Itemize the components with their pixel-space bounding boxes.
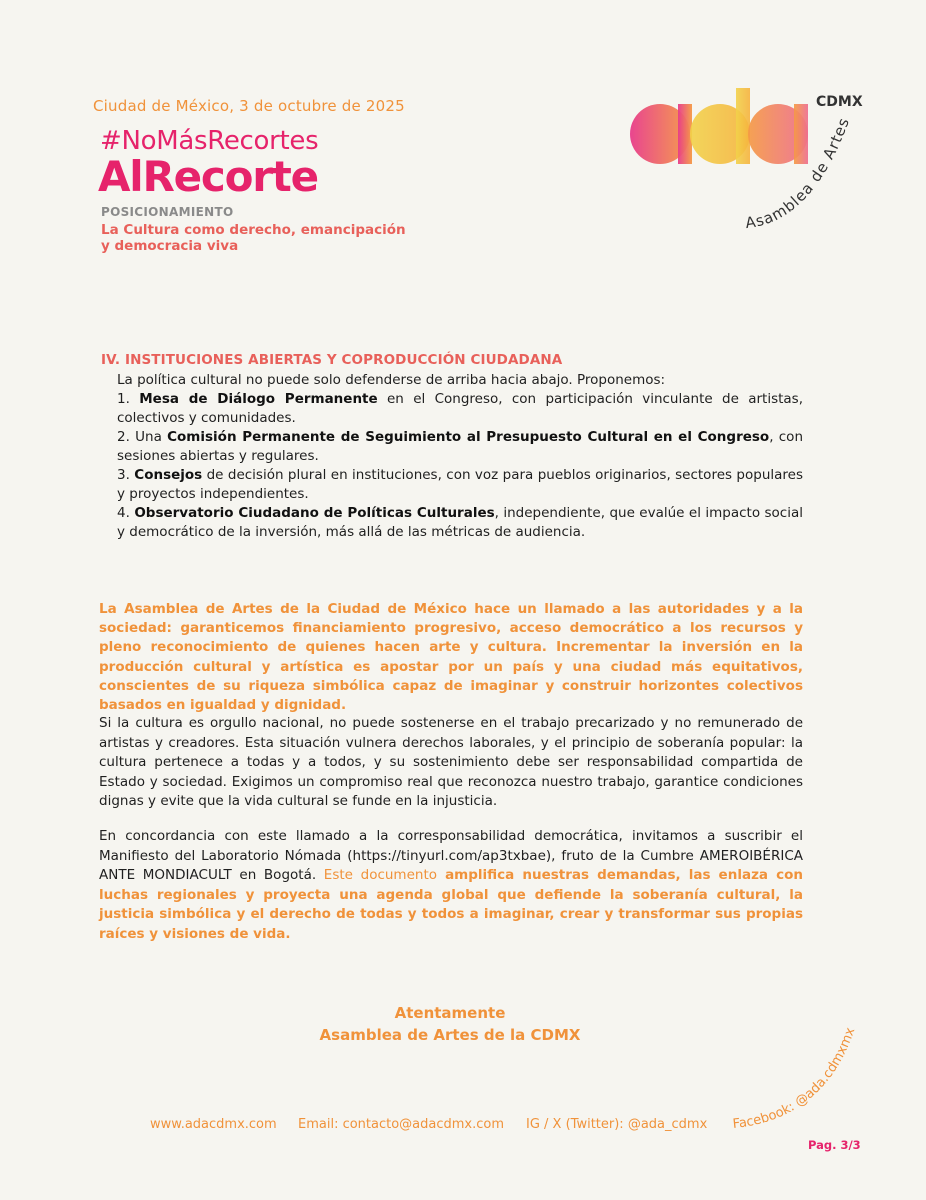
subtitle-line1: La Cultura como derecho, emancipación [101,222,406,238]
body-paragraph-2 [99,827,803,944]
document-subtitle [101,222,411,254]
ada-logo [628,88,868,248]
footer-email-link[interactable]: Email: contacto@adacdmx.com [298,1117,505,1132]
document-type: POSICIONAMIENTO [101,205,234,219]
callout-paragraph: La Asamblea de Artes de la Ciudad de México hace un llamado a las autoridades y a la sociedad: garanticemos financiamiento progresivo, acceso democrático a los recursos y pleno reconocimiento de quienes hacen arte y cultura. Incrementar la inversión en la producción cultural y artística es apostar por un país y una ciudad más equitativos, conscientes de su riqueza simbólica capaz de imaginar y construir horizontes colectivos basados en igualdad y dignidad. [99,601,803,714]
closing-signature [250,1002,650,1046]
footer-facebook-textpath[interactable]: Facebook: @ada.cdmxmx [731,1025,859,1132]
body-paragraph-1: Si la cultura es orgullo nacional, no puede sostenerse en el trabajo precarizado y no remunerado de artistas y creadores. Esta situación vulnera derechos laborales, y el principio de soberanía popular: la cultura pertenece a todas y a todos, y su sostenimiento debe ser responsabilidad compartida de Estado y sociedad. Exigimos un compromiso real que reconozca nuestro trabajo, garantice condiciones dignas y evite que la vida cultural se funde en la injusticia. [99,715,803,809]
footer-instagram-link[interactable]: IG / X (Twitter): @ada_cdmx [526,1117,708,1132]
logo-cdmx: CDMX [816,94,863,110]
section-title: IV. INSTITUCIONES ABIERTAS Y COPRODUCCIÓN CIUDADANA [101,352,563,368]
logo-letter-d [690,88,750,164]
paragraph2-highlight-bold: amplifica nuestras demandas, las enlaza con luchas regionales y proyecta una agenda global que defiende la soberanía cultural, la justicia simbólica y el derecho de todas y todos a imaginar, crear y transformar sus propias raíces y visiones de vida. [99,867,803,942]
proposal-item-2: 2. Una Comisión Permanente de Seguimiento al Presupuesto Cultural en el Congreso, con sesiones abiertas y regulares. [117,429,804,464]
subtitle-line2: y democracia viva [101,238,239,254]
paragraph2-plain: En concordancia con este llamado a la corresponsabilidad democrática, invitamos a suscribir el Manifiesto del Laboratorio Nómada (https://tinyurl.com/ap3txbae), fruto de la Cumbre AMEROIBÉRICA ANTE MONDIACULT en Bogotá. [99,828,803,883]
footer-facebook-text[interactable] [732,1025,859,1132]
proposal-item-1: 1. Mesa de Diálogo Permanente en el Congreso, con participación vinculante de artistas, colectivos y comunidades. [117,391,803,426]
logo-arc-textpath: Asamblea de Artes [744,114,854,233]
section-instituciones [101,352,803,542]
footer-website-link[interactable]: www.adacdmx.com [150,1117,277,1132]
logo-letter-a2 [748,104,808,164]
page-number: Pag. 3/3 [808,1138,861,1152]
hashtag-title-line1: #NoMásRecortes [100,126,319,156]
paragraph2-highlight-light: Este documento [323,867,437,883]
footer-facebook-link[interactable] [725,1020,875,1140]
closing-line2: Asamblea de Artes de la CDMX [319,1026,581,1044]
proposal-item-4: 4. Observatorio Ciudadano de Políticas Culturales, independiente, que evalúe el impacto social y democrático de la inversión, más allá de las métricas de audiencia. [117,505,803,540]
hashtag-title-line2: AlRecorte [98,152,318,201]
document-date: Ciudad de México, 3 de octubre de 2025 [93,97,405,115]
logo-letter-a1 [630,104,692,164]
closing-line1: Atentamente [394,1004,506,1022]
section-intro: La política cultural no puede solo defenderse de arriba hacia abajo. Proponemos: [117,372,666,388]
proposal-item-3: 3. Consejos de decisión plural en instituciones, con voz para pueblos originarios, sectores populares y proyectos independientes. [117,467,803,502]
